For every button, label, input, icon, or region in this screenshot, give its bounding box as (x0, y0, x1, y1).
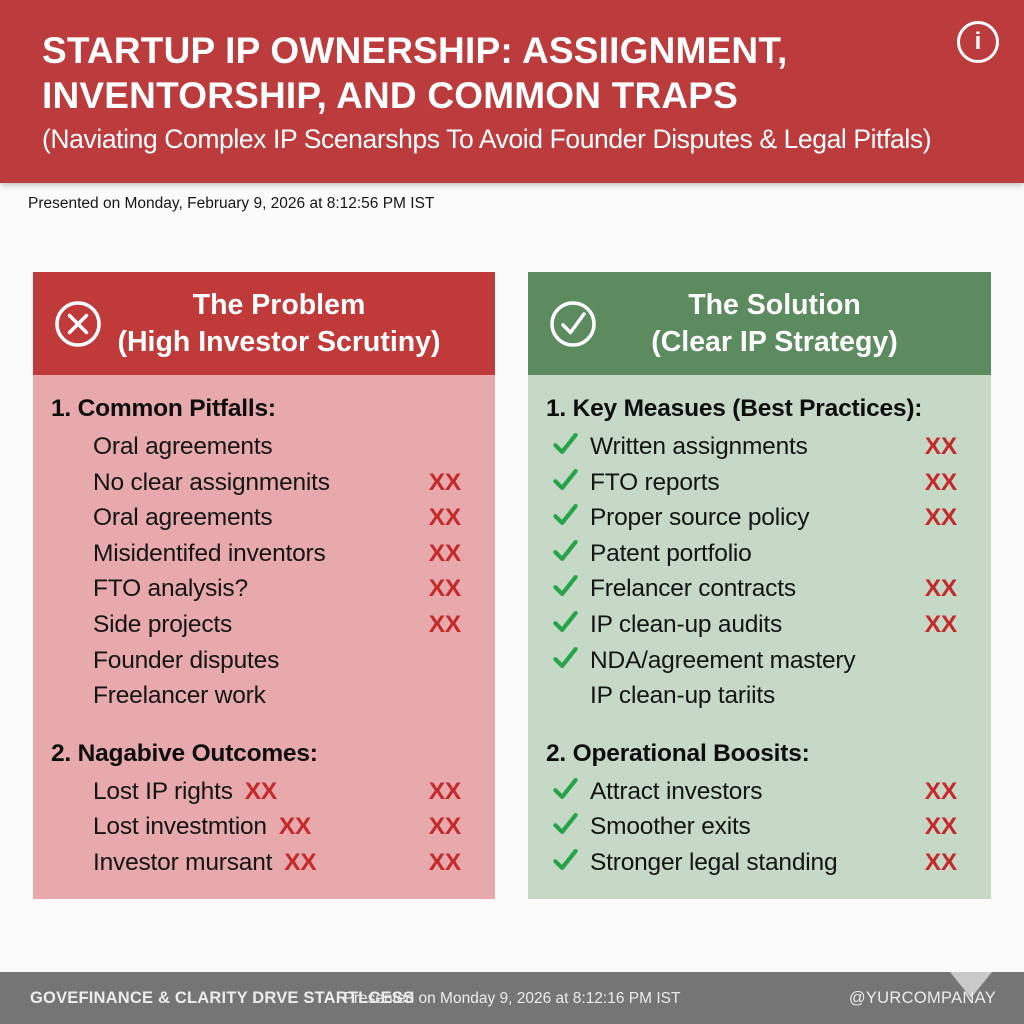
solution-title-line1: The Solution (688, 288, 861, 321)
list-item (544, 643, 975, 679)
list-item-label: NDA/agreement mastery (590, 646, 856, 674)
list-item-label: FTO reports (590, 468, 720, 496)
list-item-label: Investor mursant (93, 848, 273, 876)
list-item (49, 774, 479, 810)
list-item (544, 500, 975, 536)
list-item (544, 845, 975, 881)
list-item (49, 678, 479, 714)
list-item (49, 536, 479, 572)
check-icon (552, 774, 590, 810)
list-item-label: No clear assignmenits (93, 468, 330, 496)
solution-panel-body (528, 375, 991, 899)
xx-marker: XX (428, 468, 461, 496)
footer-handle: @YURCOMPANAY (848, 989, 996, 1007)
xx-marker: XX (924, 468, 957, 496)
list-item-label: Oral agreements (93, 504, 273, 532)
list-item-label: Side projects (93, 610, 233, 638)
xx-marker: XX (428, 504, 461, 532)
xx-inline-marker: XX (284, 848, 317, 876)
header-banner (0, 0, 1024, 183)
xx-marker: XX (924, 575, 957, 603)
check-icon (552, 571, 590, 607)
solution-panel-title (621, 287, 898, 361)
x-circle-icon (53, 299, 103, 349)
list-item (49, 845, 479, 881)
list-item-label: Founder disputes (93, 646, 280, 674)
check-icon (552, 429, 590, 465)
xx-marker: XX (428, 539, 461, 567)
list-item (544, 571, 975, 607)
list-item-label: Attract investors (590, 777, 763, 805)
list-item (544, 607, 975, 643)
xx-marker: XX (428, 848, 461, 876)
page-subtitle: (Naviating Complex IP Scenarshps To Avoid Founder Disputes & Legal Pitfals) (42, 124, 932, 154)
problem-title-line2: (High Investor Scrutiny) (117, 325, 441, 358)
xx-marker: XX (924, 813, 957, 841)
footer-timestamp: Presented on Monday 9, 2026 at 8:12:16 PM IST (343, 990, 681, 1007)
info-icon[interactable]: i (957, 21, 999, 63)
xx-marker: XX (428, 575, 461, 603)
section-heading: 2. Nagabive Outcomes: (51, 739, 318, 767)
footer-tagline: GOVEFINANCE & CLARITY DRVE STARTLCESS (30, 989, 415, 1007)
list-item-label: Patent portfolio (590, 539, 752, 567)
xx-marker: XX (428, 813, 461, 841)
check-circle-icon (548, 299, 598, 349)
list-item-label: Frelancer contracts (590, 575, 796, 603)
xx-marker: XX (428, 610, 461, 638)
solution-panel-header (528, 272, 991, 375)
list-item-label: Smoother exits (590, 813, 751, 841)
xx-marker: XX (924, 433, 957, 460)
problem-panel-body (33, 375, 495, 899)
xx-marker: XX (924, 848, 957, 876)
list-item (544, 429, 975, 465)
xx-marker: XX (924, 777, 957, 805)
page-title-line1: STARTUP IP OWNERSHIP: ASSIIGNMENT, (42, 30, 788, 71)
footer-bar (0, 972, 1024, 1024)
check-icon (552, 536, 590, 572)
xx-marker: XX (924, 610, 957, 638)
xx-marker: XX (924, 504, 957, 532)
list-item (544, 678, 975, 714)
list-item (49, 643, 479, 679)
list-item-label: FTO analysis? (93, 575, 248, 603)
list-item-label: Oral agreements (93, 433, 273, 460)
list-item-label: Proper source policy (590, 504, 810, 532)
section-heading: 2. Operational Boosits: (546, 739, 810, 767)
page-title (0, 0, 1024, 118)
xx-inline-marker: XX (244, 777, 278, 805)
page-title-line2: INVENTORSHIP, AND COMMON TRAPS (42, 75, 739, 116)
problem-panel (33, 272, 495, 899)
xx-marker: XX (428, 777, 461, 805)
list-item-label: IP clean-up audits (590, 610, 783, 638)
solution-title-line2: (Clear IP Strategy) (651, 325, 898, 358)
problem-panel-header (33, 272, 495, 375)
check-icon (552, 500, 590, 536)
list-item-label: Lost investmtion (93, 813, 267, 841)
list-item-label: Misidentifed inventors (93, 539, 326, 567)
list-item-label: Lost IP rights (93, 777, 233, 805)
list-item (49, 607, 479, 643)
list-item-label: IP clean-up tariits (590, 682, 776, 710)
check-icon (552, 643, 590, 679)
check-icon (552, 465, 590, 501)
list-item-label: Stronger legal standing (590, 848, 838, 876)
solution-panel (528, 272, 991, 899)
section-heading: 1. Key Measues (Best Practices): (546, 395, 923, 422)
xx-inline-marker: XX (278, 813, 312, 841)
check-icon (552, 809, 590, 845)
problem-title-line1: The Problem (192, 288, 366, 321)
list-item (49, 429, 479, 465)
list-item (544, 774, 975, 810)
list-item (544, 536, 975, 572)
list-item (49, 465, 479, 501)
list-item (544, 465, 975, 501)
check-icon (552, 607, 590, 643)
list-item (544, 809, 975, 845)
list-item-label: Written assignments (590, 433, 808, 460)
problem-panel-title (87, 287, 440, 361)
list-item (49, 809, 479, 845)
check-icon (552, 845, 590, 881)
list-item (49, 571, 479, 607)
list-item-label: Freelancer work (93, 682, 266, 710)
section-heading: 1. Common Pitfalls: (51, 395, 276, 422)
list-item (49, 500, 479, 536)
presented-timestamp: Presented on Monday, February 9, 2026 at 8:12:56 PM IST (28, 195, 435, 212)
